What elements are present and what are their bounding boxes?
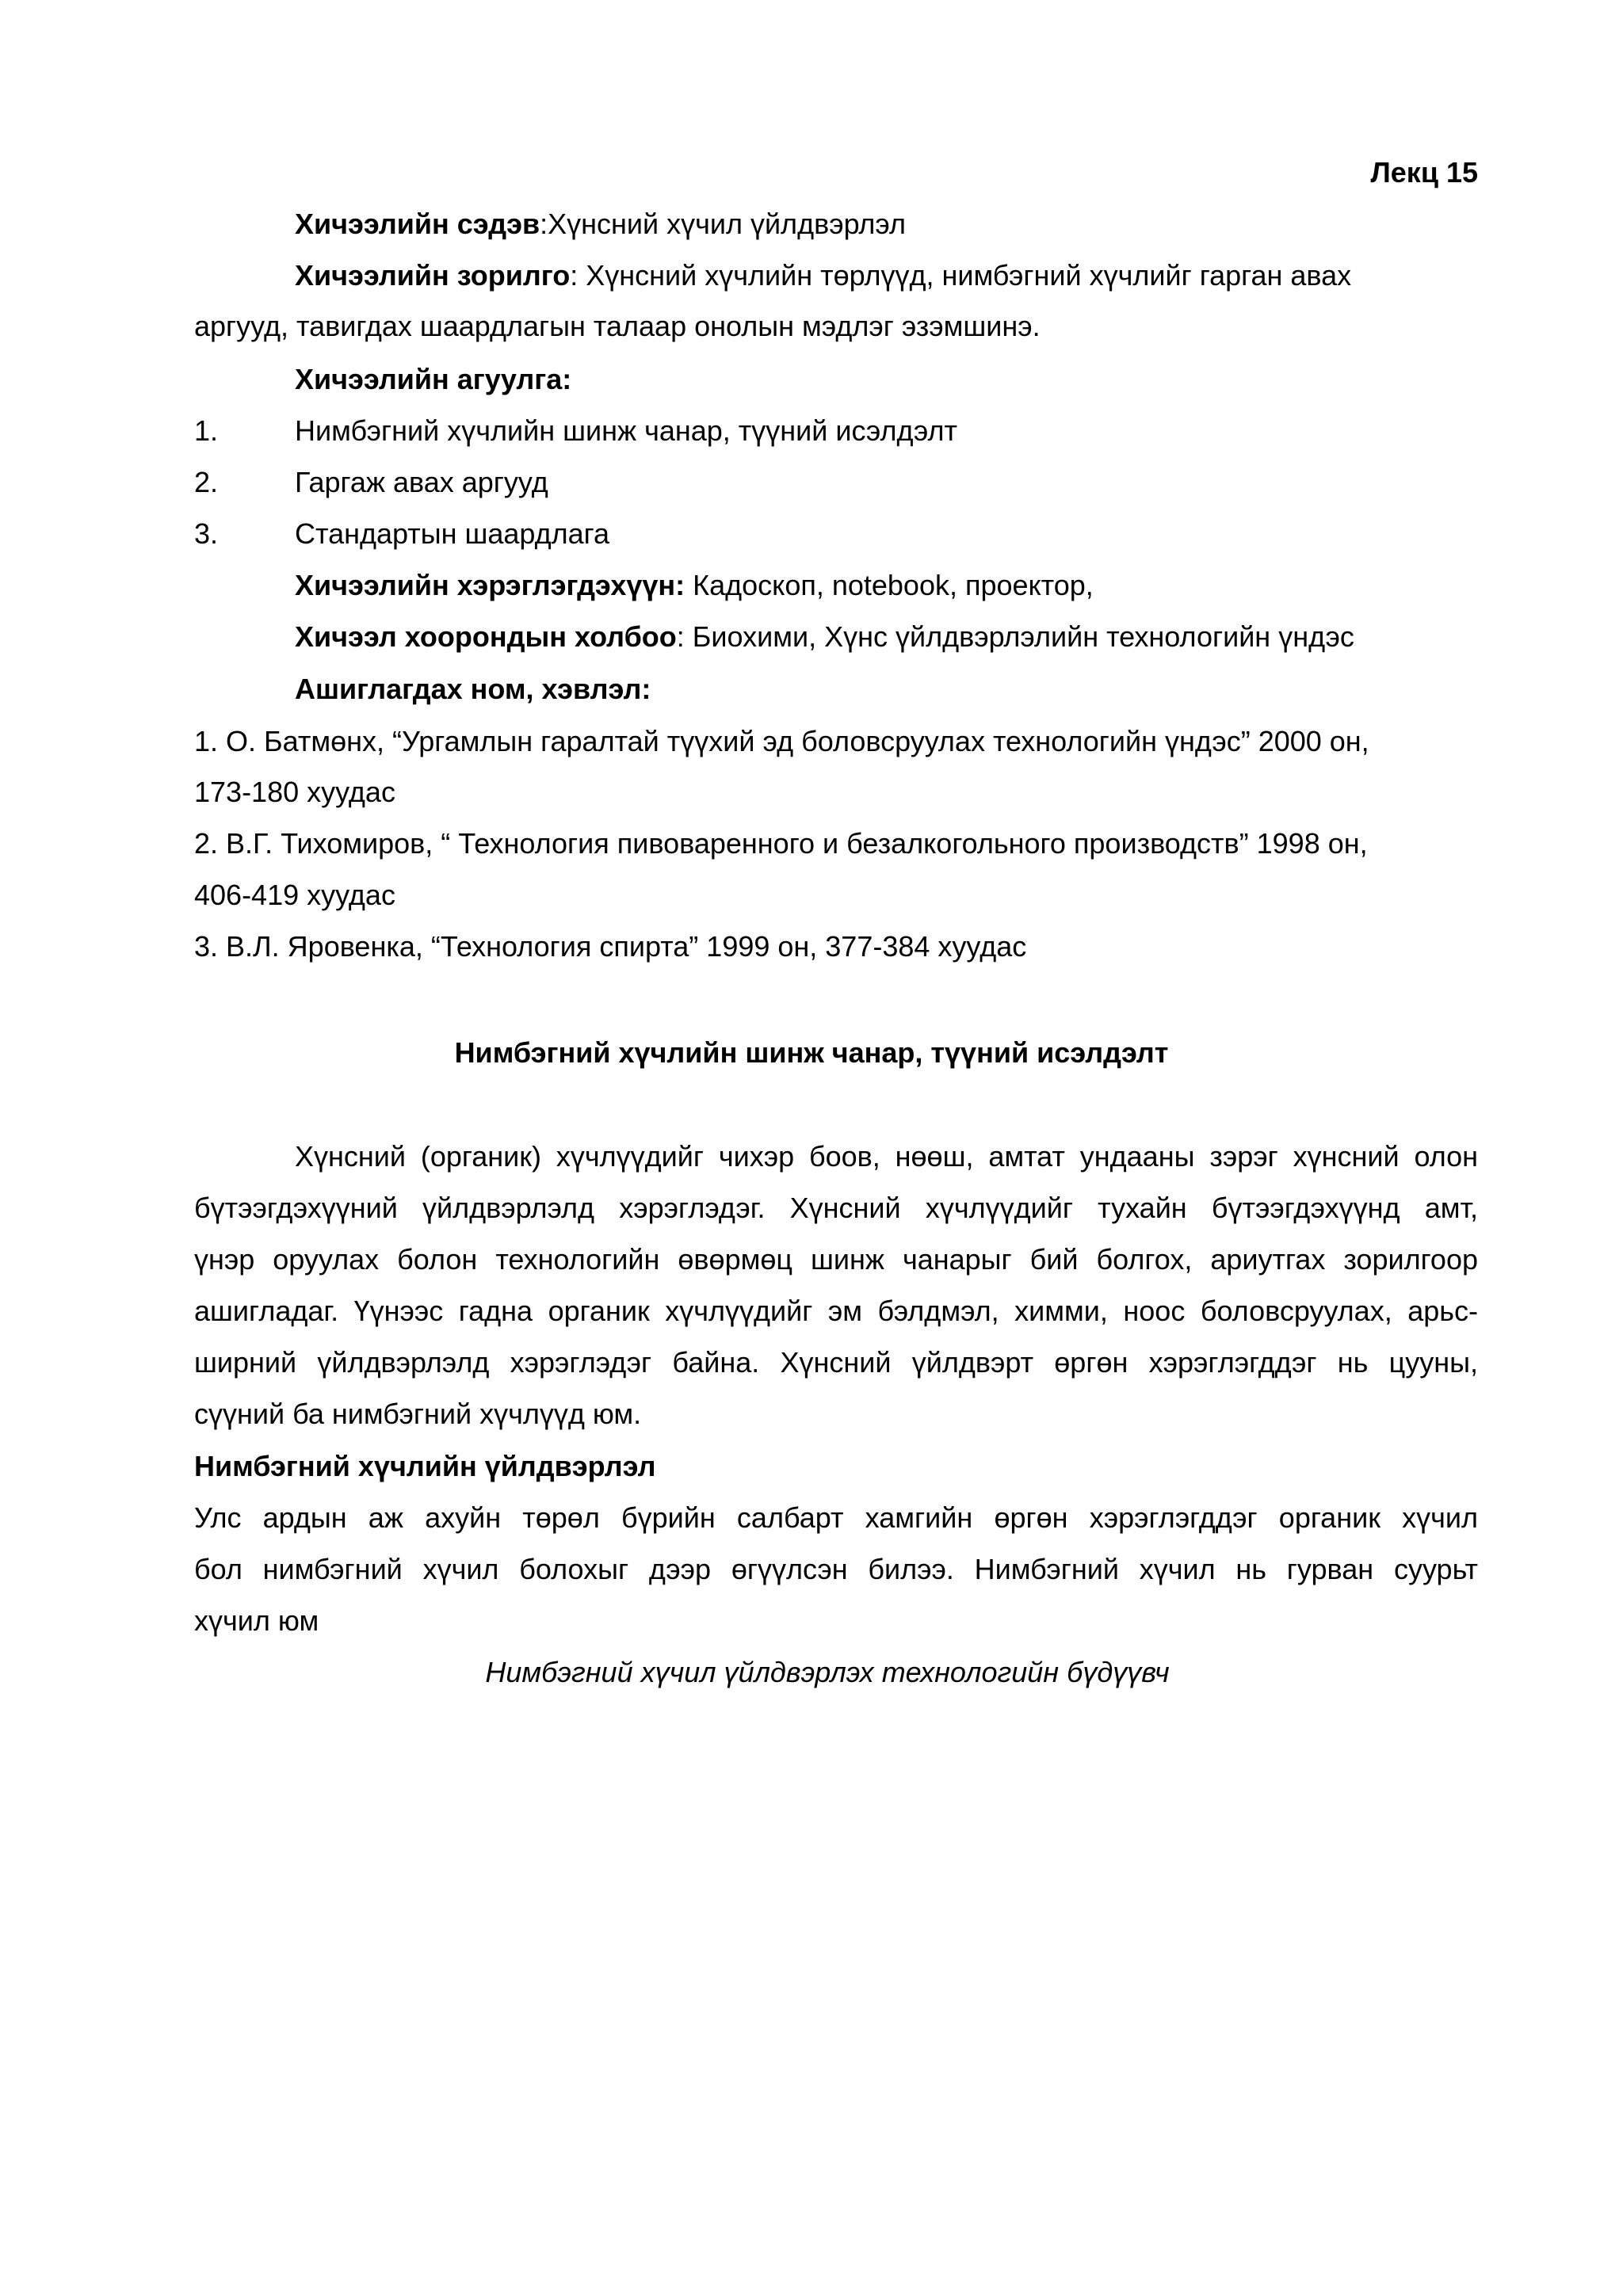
content-item-number: 2. [194,466,219,498]
relation-value: : Биохими, Хүнс үйлдвэрлэлийн технологийн үндэс [676,620,1354,653]
paragraph-line: Хүнсний (органик) хүчлүүдийг чихэр боов, нөөш, амтат ундааны зэрэг хүнсний олон [295,1140,1478,1173]
tools-label: Хичээлийн хэрэглэгдэхүүн: [295,569,685,601]
paragraph-line: сүүний ба нимбэгний хүчлүүд юм. [194,1398,642,1430]
paragraph-line: хүчил юм [194,1604,319,1637]
goal-line-1 [295,258,1351,293]
book-entry: 2. В.Г. Тихомиров, “ Технология пивоваренного и безалкогольного производств” 1998 он, [194,827,1368,860]
book-entry: 406-419 хуудас [194,879,395,911]
subheading: Нимбэгний хүчлийн үйлдвэрлэл [194,1450,656,1482]
lecture-number: Лекц 15 [1370,156,1478,189]
goal-value-1: : Хүнсний хүчлийн төрлүүд, нимбэгний хүчлийг гарган авах [570,259,1352,292]
section-title: Нимбэгний хүчлийн шинж чанар, түүний исэлдэлт [454,1036,1169,1069]
content-item-text: Нимбэгний хүчлийн шинж чанар, түүний исэлдэлт [295,414,957,447]
content-item-number: 3. [194,517,219,550]
tools-value: Кадоскоп, notebook, проектор, [685,569,1094,601]
topic-line [295,207,906,242]
topic-label: Хичээлийн сэдэв [295,208,540,240]
goal-label: Хичээлийн зорилго [295,259,571,292]
books-label: Ашиглагдах ном, хэвлэл: [295,673,651,705]
content-item-text: Гаргаж авах аргууд [295,466,548,498]
topic-value: :Хүнсний хүчил үйлдвэрлэл [540,208,906,240]
goal-line-2: аргууд, тавигдах шаардлагын талаар онолын мэдлэг эзэмшинэ. [194,310,1041,342]
content-label: Хичээлийн агуулга: [295,363,572,395]
paragraph-line: ширний үйлдвэрлэлд хэрэглэдэг байна. Хүнсний үйлдвэрт өргөн хэрэглэгддэг нь цууны, [194,1346,1478,1379]
book-entry: 3. В.Л. Яровенка, “Технология спирта” 1999 он, 377-384 хуудас [194,930,1027,963]
tools-line [295,568,1094,603]
paragraph-line: ашигладаг. Үүнээс гадна органик хүчлүүдийг эм бэлдмэл, химми, ноос боловсруулах, арьс- [194,1295,1478,1327]
paragraph-line: бүтээгдэхүүний үйлдвэрлэлд хэрэглэдэг. Хүнсний хүчлүүдийг тухайн бүтээгдэхүүнд амт, [194,1192,1478,1224]
relation-line [295,620,1354,654]
content-item-text: Стандартын шаардлага [295,517,610,550]
paragraph-line: бол нимбэгний хүчил болохыг дээр өгүүлсэн билээ. Нимбэгний хүчил нь гурван суурьт [194,1553,1478,1585]
paragraph-line: үнэр оруулах болон технологийн өвөрмөц шинж чанарыг бий болгох, ариутгах зорилгоор [194,1243,1478,1276]
relation-label: Хичээл хоорондын холбоо [295,620,677,653]
book-entry: 173-180 хуудас [194,776,395,808]
paragraph-line: Улс ардын аж ахуйн төрөл бүрийн салбарт хамгийн өргөн хэрэглэгддэг органик хүчил [194,1501,1478,1534]
figure-caption: Нимбэгний хүчил үйлдвэрлэх технологийн бүдүүвч [485,1656,1170,1688]
book-entry: 1. О. Батмөнх, “Ургамлын гаралтай түүхий эд боловсруулах технологийн үндэс” 2000 он, [194,725,1369,757]
content-item-number: 1. [194,414,219,447]
